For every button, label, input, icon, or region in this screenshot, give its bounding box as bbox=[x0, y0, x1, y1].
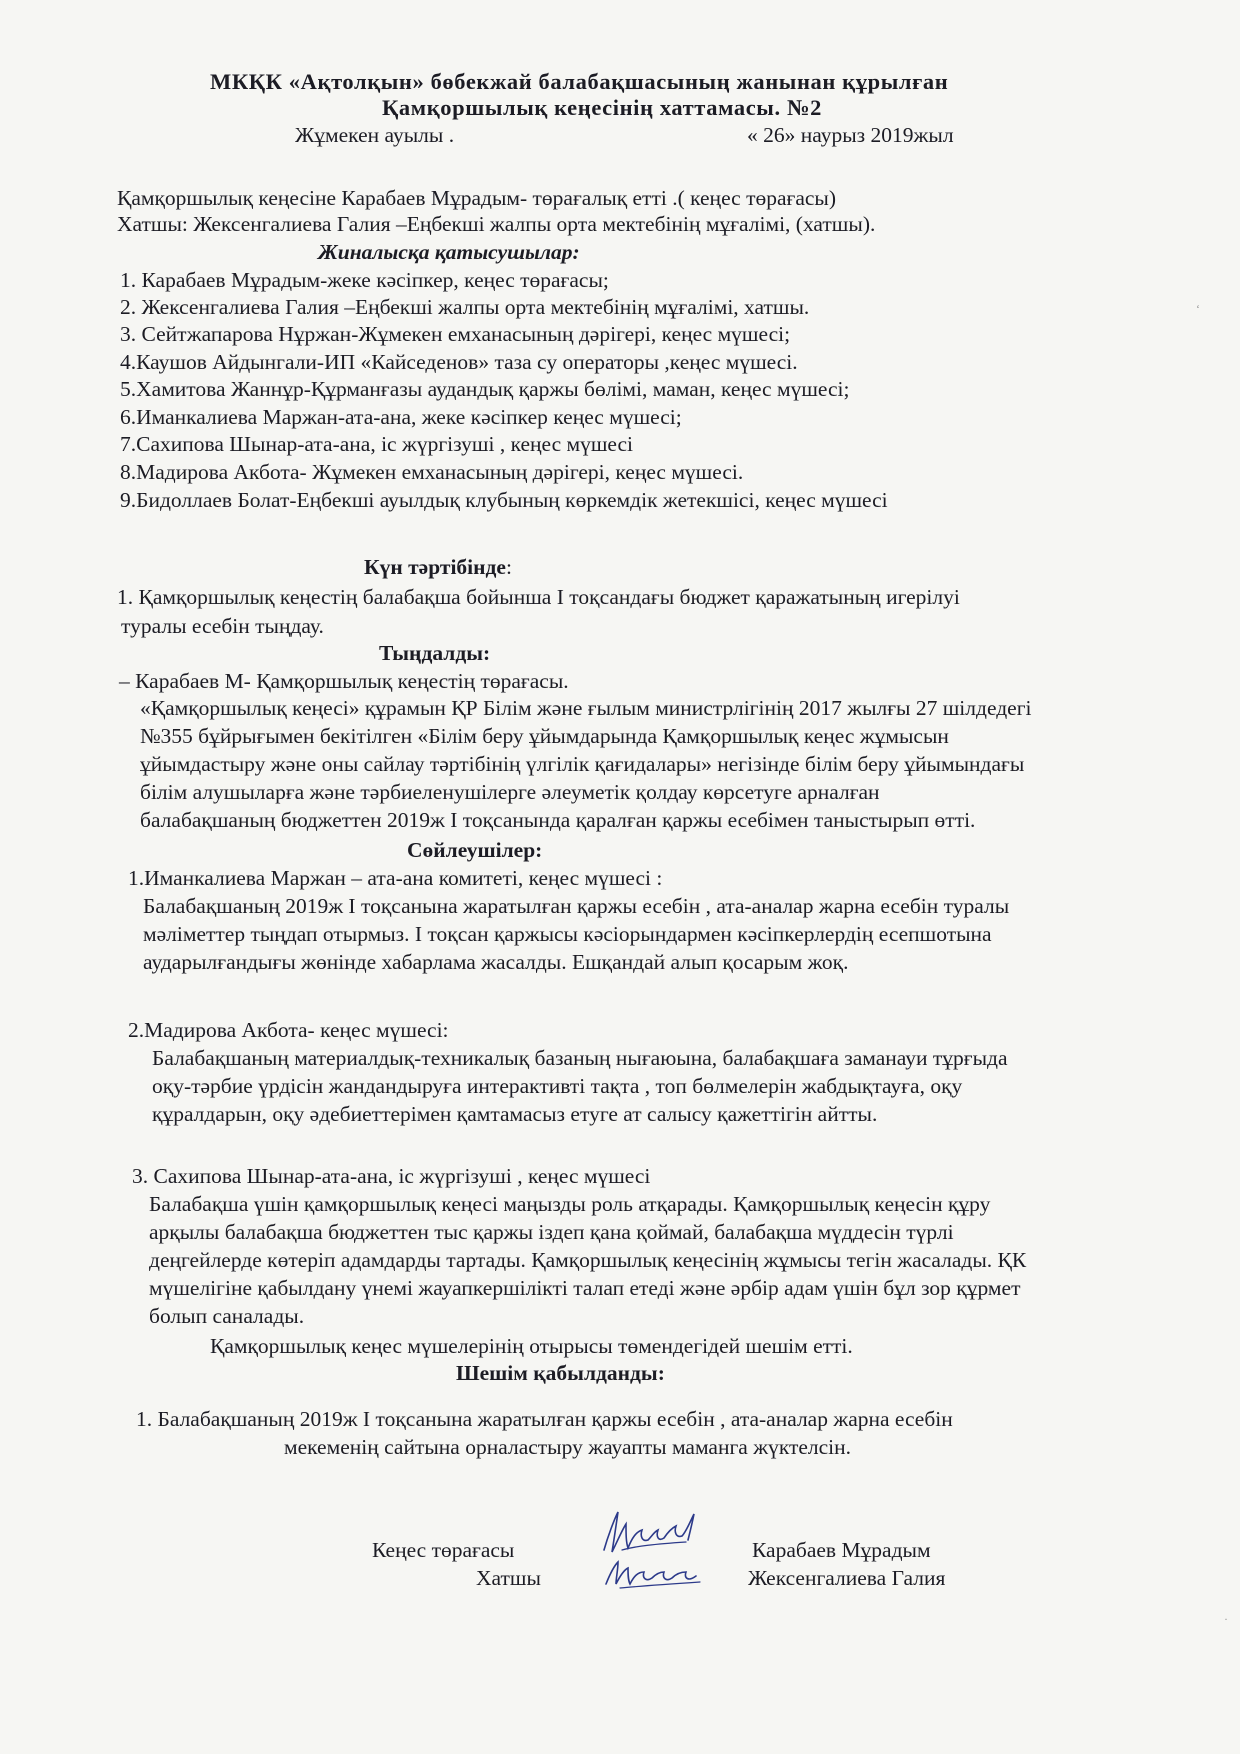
agenda-heading: Күн тәртібінде bbox=[364, 555, 506, 579]
participant-item: 2. Жексенгалиева Галия –Еңбекші жалпы орта мектебінің мұғалімі, хатшы. bbox=[120, 295, 810, 319]
listened-line: балабақшаның бюджеттен 2019ж І тоқсанында қаралған қаржы есебімен таныстырып өтті. bbox=[140, 808, 976, 832]
participants-heading: Жиналысқа қатысушылар: bbox=[318, 240, 580, 264]
listened-heading: Тыңдалды: bbox=[379, 641, 491, 665]
scan-speck: ‘ bbox=[1196, 302, 1200, 316]
speaker3-line: 3. Сахипова Шынар-ата-ана, іс жүргізуші , кеңес мүшесі bbox=[132, 1164, 651, 1188]
speaker2-line: 2.Мадирова Акбота- кеңес мүшесі: bbox=[128, 1018, 449, 1042]
listened-line: №355 бұйрығымен бекітілген «Білім беру ұйымдарында Қамқоршылық кеңес жұмысын bbox=[140, 724, 949, 748]
speaker3-line: болып саналады. bbox=[149, 1304, 305, 1328]
intro-chair: Қамқоршылық кеңесіне Карабаев Мұрадым- төрағалық етті .( кеңес төрағасы) bbox=[117, 186, 837, 210]
agenda-line: туралы есебін тыңдау. bbox=[121, 614, 324, 638]
participant-item: 1. Карабаев Мұрадым-жеке кәсіпкер, кеңес төрағасы; bbox=[120, 268, 609, 292]
intro-secretary: Хатшы: Жексенгалиева Галия –Еңбекші жалпы орта мектебінің мұғалімі, (хатшы). bbox=[117, 212, 876, 236]
participant-item: 4.Каушов Айдынгали-ИП «Кайседенов» таза су операторы ,кеңес мүшесі. bbox=[120, 350, 798, 374]
resolution-intro: Қамқоршылық кеңес мүшелерінің отырысы төмендегідей шешім етті. bbox=[210, 1334, 853, 1358]
header-title-line2: Қамқоршылық кеңесінің хаттамасы. №2 bbox=[382, 95, 822, 120]
header-title-line1: МКҚК «Ақтолқын» бөбекжай балабақшасының жанынан құрылған bbox=[210, 69, 949, 94]
listened-line: білім алушыларға және тәрбиеленушілерге әлеуметік қолдау көрсетуге арналған bbox=[140, 780, 880, 804]
resolution-line: 1. Балабақшаның 2019ж І тоқсанына жаратылған қаржы есебін , ата-аналар жарна есебін bbox=[136, 1407, 953, 1431]
header-date: « 26» наурыз 2019жыл bbox=[747, 123, 954, 147]
speaker2-line: құралдарын, оқу әдебиеттерімен қамтамасыз етуге ат салысу қажеттігін айтты. bbox=[152, 1102, 878, 1126]
participant-item: 6.Иманкалиева Маржан-ата-ана, жеке кәсіпкер кеңес мүшесі; bbox=[120, 405, 682, 429]
participant-item: 9.Бидоллаев Болат-Еңбекші ауылдық клубының көркемдік жетекшісі, кеңес мүшесі bbox=[120, 488, 888, 512]
speaker3-line: деңгейлерде көтеріп адамдарды тартады. Қамқоршылық кеңесінің жұмысы тегін жасалады. ҚК bbox=[149, 1248, 1027, 1272]
speakers-heading: Сөйлеушілер: bbox=[407, 838, 543, 862]
speaker1-line: мәліметтер тыңдап отырмыз. І тоқсан қаржысы кәсіорындармен кәсіпкерлердің есепшотына bbox=[143, 922, 992, 946]
chair-title: Кеңес төрағасы bbox=[372, 1538, 515, 1562]
participant-item: 5.Хамитова Жаннұр-Құрманғазы аудандық қаржы бөлімі, маман, кеңес мүшесі; bbox=[120, 377, 850, 401]
scan-speck: · bbox=[1224, 1612, 1228, 1626]
resolution-line: мекеменің сайтына орналастыру жауапты маманга жүктелсін. bbox=[284, 1435, 852, 1459]
agenda-heading-colon: : bbox=[505, 555, 512, 579]
speaker3-line: Балабақша үшін қамқоршылық кеңесі маңызды роль атқарады. Қамқоршылық кеңесін құру bbox=[149, 1192, 991, 1216]
secretary-name: Жексенгалиева Галия bbox=[748, 1566, 946, 1590]
participant-item: 8.Мадирова Акбота- Жұмекен емханасының дәрігері, кеңес мүшесі. bbox=[120, 460, 744, 484]
secretary-title: Хатшы bbox=[476, 1566, 541, 1590]
agenda-line: 1. Қамқоршылық кеңестің балабақша бойынша І тоқсандағы бюджет қаражатының игерілуі bbox=[117, 585, 960, 609]
speaker1-line: аударылғандығы жөнінде хабарлама жасалды. Ешқандай алып қосарым жоқ. bbox=[143, 950, 849, 974]
secretary-signature bbox=[600, 1556, 710, 1596]
chair-name: Карабаев Мұрадым bbox=[752, 1538, 931, 1562]
listened-line: ұйымдастыру және оны сайлау тәртібінің үлгілік қағидалары» негізінде білім беру ұйымындағы bbox=[140, 752, 1025, 776]
listened-line: – Карабаев М- Қамқоршылық кеңестің төрағасы. bbox=[119, 669, 569, 693]
resolution-heading: Шешім қабылданды: bbox=[456, 1361, 665, 1385]
listened-line: «Қамқоршылық кеңесі» құрамын ҚР Білім және ғылым министрлігінің 2017 жылғы 27 шілдедегі bbox=[140, 696, 1032, 720]
speaker3-line: арқылы балабақша бюджеттен тыс қаржы іздеп қана қоймай, балабақша мүддесін түрлі bbox=[149, 1220, 954, 1244]
agenda-heading-wrap bbox=[364, 555, 512, 579]
participant-item: 7.Сахипова Шынар-ата-ана, іс жүргізуші , кеңес мүшесі bbox=[120, 432, 634, 456]
speaker1-line: 1.Иманкалиева Маржан – ата-ана комитеті, кеңес мүшесі : bbox=[128, 866, 663, 890]
speaker1-line: Балабақшаның 2019ж І тоқсанына жаратылған қаржы есебін , ата-аналар жарна есебін туралы bbox=[143, 894, 1010, 918]
speaker3-line: мүшелігіне қабылдану үнемі жауапкершілікті талап етеді және әрбір адам үшін бұл зор құрмет bbox=[149, 1276, 1021, 1300]
participant-item: 3. Сейтжапарова Нұржан-Жұмекен емханасының дәрігері, кеңес мүшесі; bbox=[120, 322, 791, 346]
speaker2-line: оқу-тәрбие үрдісін жандандыруға интерактивті тақта , топ бөлмелерін жабдықтауға, оқу bbox=[152, 1074, 963, 1098]
header-place: Жұмекен ауылы . bbox=[295, 123, 455, 147]
speaker2-line: Балабақшаның материалдық-техникалық базаның нығаюына, балабақшаға заманауи тұрғыда bbox=[152, 1046, 1008, 1070]
